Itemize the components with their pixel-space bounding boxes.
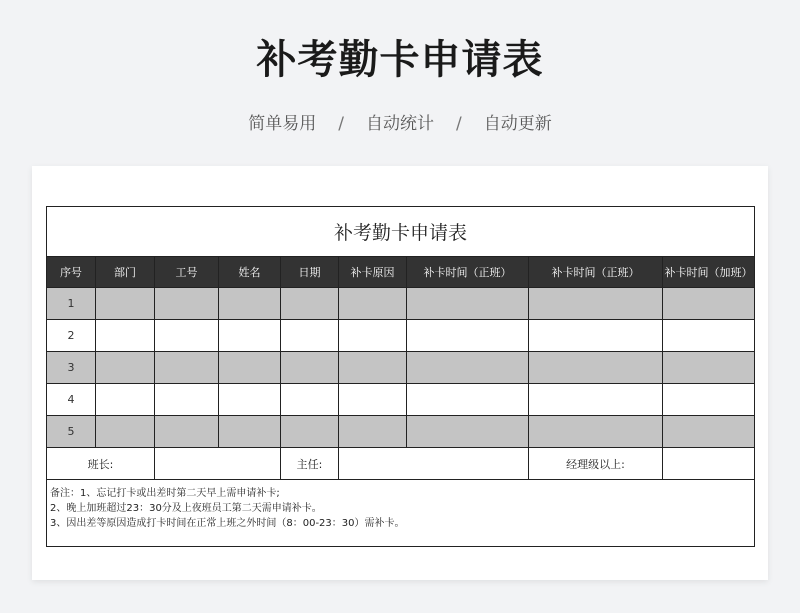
table-row	[47, 288, 755, 320]
cell-time-regular-1[interactable]	[407, 384, 529, 416]
cell-employee-id[interactable]	[155, 416, 219, 448]
cell-time-regular-1[interactable]	[407, 288, 529, 320]
page-title: 补考勤卡申请表	[256, 37, 544, 83]
form-title: 补考勤卡申请表	[47, 207, 755, 257]
manager-label: 经理级以上:	[529, 448, 663, 480]
cell-time-regular-2[interactable]	[529, 288, 663, 320]
subtitle-item-auto-stats: 自动统计	[366, 114, 434, 134]
subtitle-separator: /	[338, 114, 344, 134]
cell-date[interactable]	[281, 352, 339, 384]
column-header-name: 姓名	[219, 257, 281, 288]
cell-time-regular-1[interactable]	[407, 352, 529, 384]
cell-reason[interactable]	[339, 352, 407, 384]
signature-row	[47, 448, 755, 480]
cell-time-regular-2[interactable]	[529, 384, 663, 416]
row-index: 5	[47, 416, 96, 448]
row-index: 2	[47, 320, 96, 352]
cell-reason[interactable]	[339, 320, 407, 352]
column-header-time-regular-1: 补卡时间（正班）	[407, 257, 529, 288]
subtitle-separator: /	[456, 114, 462, 134]
cell-time-regular-2[interactable]	[529, 320, 663, 352]
cell-name[interactable]	[219, 288, 281, 320]
cell-reason[interactable]	[339, 416, 407, 448]
table-row	[47, 352, 755, 384]
note-line: 3、因出差等原因造成打卡时间在正常上班之外时间（8：00-23：30）需补卡。	[50, 518, 405, 529]
cell-reason[interactable]	[339, 384, 407, 416]
cell-name[interactable]	[219, 352, 281, 384]
subtitle-item-easy: 简单易用	[248, 114, 317, 134]
row-index: 4	[47, 384, 96, 416]
column-header-date: 日期	[281, 257, 339, 288]
cell-date[interactable]	[281, 320, 339, 352]
subtitle	[0, 112, 800, 136]
manager-signature-field[interactable]	[663, 448, 755, 480]
header-row	[47, 257, 755, 288]
cell-name[interactable]	[219, 320, 281, 352]
cell-department[interactable]	[96, 416, 155, 448]
column-header-reason: 补卡原因	[339, 257, 407, 288]
cell-employee-id[interactable]	[155, 384, 219, 416]
note-line: 备注：1、忘记打卡或出差时第二天早上需申请补卡;	[50, 488, 280, 499]
cell-time-regular-2[interactable]	[529, 416, 663, 448]
cell-time-overtime[interactable]	[663, 384, 755, 416]
cell-reason[interactable]	[339, 288, 407, 320]
column-header-time-regular-2: 补卡时间（正班）	[529, 257, 663, 288]
cell-time-regular-1[interactable]	[407, 320, 529, 352]
cell-name[interactable]	[219, 384, 281, 416]
cell-department[interactable]	[96, 320, 155, 352]
attendance-form-table	[46, 206, 755, 547]
table-row	[47, 416, 755, 448]
cell-employee-id[interactable]	[155, 288, 219, 320]
cell-time-overtime[interactable]	[663, 416, 755, 448]
row-index: 3	[47, 352, 96, 384]
table-row	[47, 320, 755, 352]
cell-time-overtime[interactable]	[663, 320, 755, 352]
cell-department[interactable]	[96, 288, 155, 320]
team-leader-label: 班长:	[47, 448, 155, 480]
table-row	[47, 384, 755, 416]
cell-department[interactable]	[96, 384, 155, 416]
spreadsheet-preview	[32, 166, 768, 580]
supervisor-label: 主任:	[281, 448, 339, 480]
note-line: 2、晚上加班超过23：30分及上夜班员工第二天需申请补卡。	[50, 503, 322, 514]
row-index: 1	[47, 288, 96, 320]
cell-time-overtime[interactable]	[663, 288, 755, 320]
cell-time-overtime[interactable]	[663, 352, 755, 384]
supervisor-signature-field[interactable]	[339, 448, 529, 480]
cell-date[interactable]	[281, 384, 339, 416]
subtitle-item-auto-update: 自动更新	[483, 114, 552, 134]
cell-department[interactable]	[96, 352, 155, 384]
cell-date[interactable]	[281, 288, 339, 320]
column-header-department: 部门	[96, 257, 155, 288]
notes-section	[47, 480, 755, 547]
column-header-index: 序号	[47, 257, 96, 288]
column-header-time-overtime: 补卡时间（加班）	[663, 257, 755, 288]
column-header-employee-id: 工号	[155, 257, 219, 288]
cell-time-regular-1[interactable]	[407, 416, 529, 448]
cell-employee-id[interactable]	[155, 320, 219, 352]
team-leader-signature-field[interactable]	[155, 448, 281, 480]
cell-name[interactable]	[219, 416, 281, 448]
cell-employee-id[interactable]	[155, 352, 219, 384]
cell-time-regular-2[interactable]	[529, 352, 663, 384]
cell-date[interactable]	[281, 416, 339, 448]
